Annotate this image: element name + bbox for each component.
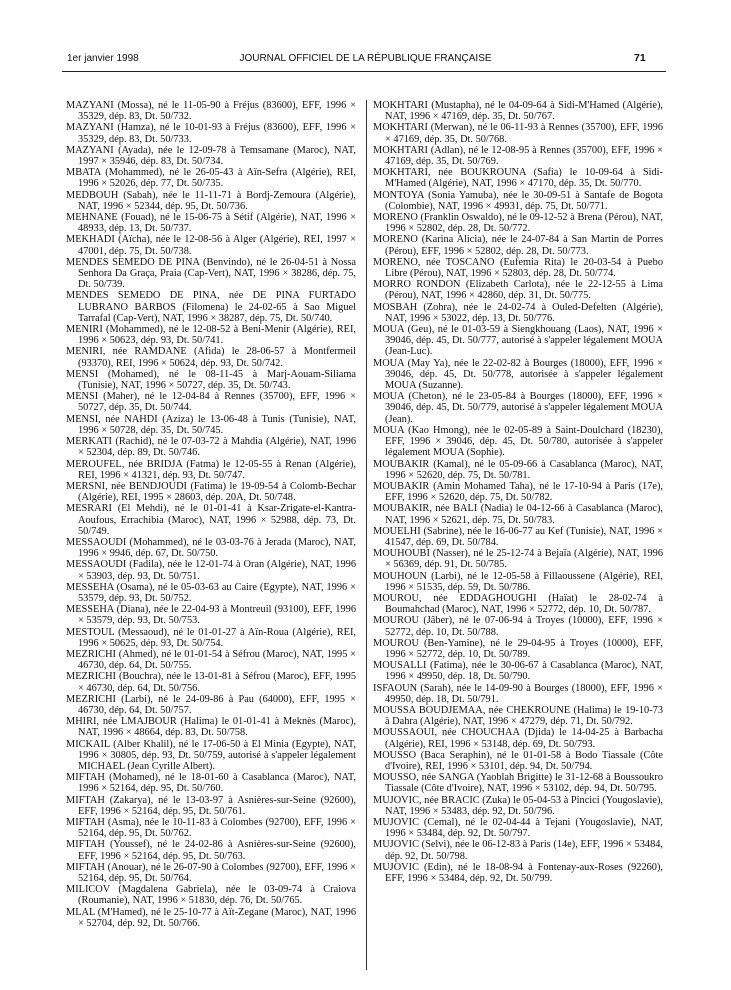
register-entry: MIFTAH (Asma), née le 10-11-83 à Colombes (92700), EFF, 1996 × 52164, dép. 95, Dt. 50/762. (66, 817, 356, 840)
register-entry: MIFTAH (Zakarya), né le 13-03-97 à Asnières-sur-Seine (92600), EFF, 1996 × 52164, dép. 95, Dt. 50/761. (66, 794, 356, 817)
register-entry: MONTOYA (Sonia Yamuba), née le 30-09-51 à Santafe de Bogota (Colombie), NAT, 1996 × 49931, dép. 75, Dt. 50/771. (373, 189, 663, 212)
register-entry: MIFTAH (Mohamed), né le 18-01-60 à Casablanca (Maroc), NAT, 1996 × 52164, dép. 95, Dt. 50/760. (66, 772, 356, 795)
register-entry: MOUELHI (Sabrine), née le 16-06-77 au Kef (Tunisie), NAT, 1996 × 41547, dép. 69, Dt. 50/784. (373, 525, 663, 548)
register-entry: MOUHOUBI (Nasser), né le 25-12-74 à Bejaïa (Algérie), NAT, 1996 × 56369, dép. 91, Dt. 50/785. (373, 548, 663, 571)
register-entry: MOKHTARI (Merwan), né le 06-11-93 à Rennes (35700), EFF, 1996 × 47169, dép. 35, Dt. 50/768. (373, 122, 663, 145)
register-entry: MUJOVIC (Selvi), née le 06-12-83 à Paris (14e), EFF, 1996 × 53484, dép. 92, Dt. 50/798. (373, 839, 663, 862)
register-entry: MESTOUL (Messaoud), né le 01-01-27 à Aïn-Roua (Algérie), REI, 1996 × 50625, dép. 93, Dt. 50/754. (66, 626, 356, 649)
register-entry: MOUBAKIR, née BALI (Nadia) le 04-12-66 à Casablanca (Maroc), NAT, 1996 × 52621, dép. 75, Dt. 50/783. (373, 503, 663, 526)
register-entry: MOUSALLI (Fatima), née le 30-06-67 à Casablanca (Maroc), NAT, 1996 × 49950, dép. 18, Dt. 50/790. (373, 660, 663, 683)
register-entry: MEKHADI (Aïcha), née le 12-08-56 à Alger (Algérie), REI, 1997 × 47001, dép. 75, Dt. 50/738. (66, 234, 356, 257)
register-entry: MOKHTARI, née BOUKROUNA (Safia) le 10-09-64 à Sidi-M'Hamed (Algérie), NAT, 1996 × 47170, dép. 35, Dt. 50/770. (373, 167, 663, 190)
register-entry: MORENO, née TOSCANO (Eufemia Rita) le 20-03-54 à Puebo Libre (Pérou), NAT, 1996 × 52803, dép. 28, Dt. 50/774. (373, 256, 663, 280)
register-entry: MOUSSA BOUDJEMAA, née CHEKROUNE (Halima) le 19-10-73 à Dahra (Algérie), NAT, 1996 × 47279, dép. 71, Dt. 50/792. (373, 704, 663, 728)
header-date: 1er janvier 1998 (67, 53, 139, 64)
register-entry: MICKAIL (Alber Khalil), né le 17-06-50 à El Minia (Egypte), NAT, 1996 × 30805, dép. 93, Dt. 50/759, autorisé à s'appeler légalement MICHAEL (Jean Cyrille Albert). (66, 738, 356, 772)
register-entry: MOKHTARI (Mustapha), né le 04-09-64 à Sidi-M'Hamed (Algérie), NAT, 1996 × 47169, dép. 35, Dt. 50/767. (373, 100, 663, 123)
register-entry: MOUHOUN (Larbi), né le 12-05-58 à Fillaoussene (Algérie), REI, 1996 × 51535, dép. 59, Dt. 50/786. (373, 570, 663, 593)
register-entry: MENDES SEMEDO DE PINA (Benvindo), né le 26-04-51 à Nossa Senhora Da Graça, Praia (Cap-Vert), NAT, 1996 × 38286, dép. 75, Dt. 50/739. (66, 256, 356, 291)
register-entry: MESRARI (El Mehdi), né le 01-01-41 à Ksar-Zrigate-el-Kantra-Aoufous, Errachibia (Maroc), NAT, 1996 × 52988, dép. 73, Dt. 50/749. (66, 503, 356, 537)
register-entry: MUJOVIC (Cemal), né le 02-04-44 à Tejani (Yougoslavie), NAT, 1996 × 53484, dép. 92, Dt. 50/797. (373, 817, 663, 840)
header-page-number: 71 (634, 52, 646, 64)
register-entry: MAZYANI (Hamza), né le 10-01-93 à Fréjus (83600), EFF, 1996 × 35329, dép. 83, Dt. 50/733. (66, 122, 356, 145)
register-entry: MEHNANE (Fouad), né le 15-06-75 à Sétif (Algérie), NAT, 1996 × 48933, dép. 13, Dt. 50/737. (66, 212, 356, 235)
register-entry: MENIRI, née RAMDANE (Afida) le 28-06-57 à Montfermeil (93370), REI, 1996 × 50624, dép. 93, Dt. 50/742. (66, 346, 356, 369)
register-entry: MORENO (Karina Alicia), née le 24-07-84 à San Martin de Porres (Pérou), EFF, 1996 × 52802, dép. 28, Dt. 50/773. (373, 234, 663, 257)
register-entry: MEZRICHI (Larbi), né le 24-09-86 à Pau (64000), EFF, 1995 × 46730, dép. 64, Dt. 50/757. (66, 693, 356, 716)
register-entry: MOUBAKIR (Kamal), né le 05-09-66 à Casablanca (Maroc), NAT, 1996 × 52620, dép. 75, Dt. 50/781. (373, 458, 663, 481)
register-entry: MOUROU (Jâber), né le 07-06-94 à Troyes (10000), EFF, 1996 × 52772, dép. 10, Dt. 50/788. (373, 615, 663, 638)
register-entry: MUJOVIC (Edin), né le 18-08-94 à Fontenay-aux-Roses (92260), EFF, 1996 × 53484, dép. 92, Dt. 50/799. (373, 861, 663, 885)
register-entry: MUJOVIC, née BRACIC (Zuka) le 05-04-53 à Pincici (Yougoslavie), NAT, 1996 × 53483, dép. 92, Dt. 50/796. (373, 794, 663, 817)
register-entry: MLAL (M'Hamed), né le 25-10-77 à Aït-Zegane (Maroc), NAT, 1996 × 52704, dép. 92, Dt. 50/766. (66, 906, 356, 929)
register-entry: MOUROU, née EDDAGHOUGHI (Haïat) le 28-02-74 à Boumahchad (Maroc), NAT, 1996 × 52772, dép. 10, Dt. 50/787. (373, 592, 663, 616)
page-header (0, 0, 731, 80)
register-entry: MAZYANI (Ayada), née le 12-09-78 à Temsamane (Maroc), NAT, 1997 × 35946, dép. 83, Dt. 50/734. (66, 144, 356, 168)
register-entry: MAZYANI (Mossa), né le 11-05-90 à Fréjus (83600), EFF, 1996 × 35329, dép. 83, Dt. 50/732. (66, 100, 356, 123)
register-entry: MERKATI (Rachid), né le 07-03-72 à Mahdia (Algérie), NAT, 1996 × 52304, dép. 89, Dt. 50/746. (66, 436, 356, 459)
register-entry: MIFTAH (Youssef), né le 24-02-86 à Asnières-sur-Seine (92600), EFF, 1996 × 52164, dép. 95, Dt. 50/763. (66, 839, 356, 862)
column-divider (366, 100, 367, 970)
register-entry: MENDES SEMEDO DE PINA, née DE PINA FURTADO LUBRANO BARBOS (Filomena) le 24-02-65 à Sao Miguel Tarrafal (Cap-Vert), NAT, 1996 × 38287, dép. 75, Dt. 50/740. (66, 290, 356, 324)
register-entry: MERSNI, née BENDJOUDI (Fatima) le 19-09-54 à Colomb-Bechar (Algérie), REI, 1995 × 28603, dép. 20A, Dt. 50/748. (66, 480, 356, 504)
register-entry: MOUSSO, née SANGA (Yaoblah Brigitte) le 31-12-68 à Boussoukro Tiassale (Côte d'Ivoire), NAT, 1996 × 53102, dép. 94, Dt. 50/795. (373, 772, 663, 795)
register-entry: MOUBAKIR (Amin Mohamed Taha), né le 17-10-94 à Paris (17e), EFF, 1996 × 52620, dép. 75, Dt. 50/782. (373, 480, 663, 504)
register-entry: MEZRICHI (Ahmed), né le 01-01-54 à Séfrou (Maroc), NAT, 1995 × 46730, dép. 64, Dt. 50/755. (66, 648, 356, 672)
register-entry: MEDBOUH (Sabah), née le 11-11-71 à Bordj-Zemoura (Algérie), NAT, 1996 × 52344, dép. 95, Dt. 50/736. (66, 189, 356, 212)
register-entry: MOUSSAOUI, née CHOUCHAA (Djida) le 14-04-25 à Barbacha (Algérie), REI, 1996 × 53148, dép. 69, Dt. 50/793. (373, 727, 663, 750)
register-entry: MILICOV (Magdalena Gabriela), née le 03-09-74 à Craiova (Roumanie), NAT, 1996 × 51830, dép. 76, Dt. 50/765. (66, 884, 356, 907)
register-entry: MOUA (Kao Hmong), née le 02-05-89 à Saint-Doulchard (18230), EFF, 1996 × 39046, dép. 45, Dt. 50/780, autorisée à s'appeler légalement MOUA (Sophie). (373, 424, 663, 459)
register-entry: MBATA (Mohammed), né le 26-05-43 à Aïn-Sefra (Algérie), REI, 1996 × 52026, dép. 77, Dt. 50/735. (66, 167, 356, 190)
register-entry: MHIRI, née LMAJBOUR (Halima) le 01-01-41 à Meknès (Maroc), NAT, 1996 × 48664, dép. 83, Dt. 50/758. (66, 716, 356, 739)
left-column (66, 100, 356, 929)
register-entry: MORRO RONDON (Elizabeth Carlota), née le 22-12-55 à Lima (Pérou), NAT, 1996 × 42860, dép. 31, Dt. 50/775. (373, 279, 663, 302)
register-entry: MOKHTARI (Adlan), né le 12-08-95 à Rennes (35700), EFF, 1996 × 47169, dép. 35, Dt. 50/769. (373, 144, 663, 168)
register-entry: MOUA (Cheton), né le 23-05-84 à Bourges (18000), EFF, 1996 × 39046, dép. 45, Dt. 50/779, autorisé à s'appeler légalement MOUA (Jean). (373, 391, 663, 425)
register-entry: ISFAOUN (Sarah), née le 14-09-90 à Bourges (18000), EFF, 1996 × 49950, dép. 18, Dt. 50/791. (373, 682, 663, 705)
register-entry: MEZRICHI (Bouchra), née le 13-01-81 à Séfrou (Maroc), EFF, 1995 × 46730, dép. 64, Dt. 50/756. (66, 671, 356, 694)
register-entry: MEROUFEL, née BRIDJA (Fatma) le 12-05-55 à Renan (Algérie), REI, 1996 × 41321, dép. 93, Dt. 50/747. (66, 458, 356, 481)
register-entry: MOUA (May Ya), née le 22-02-82 à Bourges (18000), EFF, 1996 × 39046, dép. 45, Dt. 50/778, autorisée à s'appeler légalement MOUA (Suzanne). (373, 357, 663, 392)
register-entry: MIFTAH (Anouar), né le 26-07-90 à Colombes (92700), EFF, 1996 × 52164, dép. 95, Dt. 50/764. (66, 861, 356, 885)
register-entry: MESSEHA (Osama), né le 05-03-63 au Caire (Egypte), NAT, 1996 × 53579, dép. 93, Dt. 50/752. (66, 581, 356, 604)
register-entry: MENSI (Mohamed), né le 08-11-45 à Marj-Aouam-Siliama (Tunisie), NAT, 1996 × 50727, dép. 35, Dt. 50/743. (66, 368, 356, 392)
register-entry: MORENO (Franklin Oswaldo), né le 09-12-52 à Brena (Pérou), NAT, 1996 × 52802, dép. 28, Dt. 50/772. (373, 212, 663, 235)
header-journal-title: JOURNAL OFFICIEL DE LA RÉPUBLIQUE FRANÇAISE (239, 53, 492, 64)
register-entry: MOUROU (Ben-Yamine), né le 29-04-95 à Troyes (10000), EFF, 1996 × 52772, dép. 10, Dt. 50/789. (373, 637, 663, 660)
register-entry: MOUA (Geu), né le 01-03-59 à Siengkhouang (Laos), NAT, 1996 × 39046, dép. 45, Dt. 50/777, autorisé à s'appeler légalement MOUA (Jean-Luc). (373, 324, 663, 358)
register-entry: MESSEHA (Diana), née le 22-04-93 à Montreuil (93100), EFF, 1996 × 53579, dép. 93, Dt. 50/753. (66, 604, 356, 627)
register-entry: MESSAOUDI (Mohammed), né le 03-03-76 à Jerada (Maroc), NAT, 1996 × 9946, dép. 67, Dt. 50/750. (66, 536, 356, 560)
register-entry: MOUSSO (Baca Seraphin), né le 01-01-58 à Bodo Tiassale (Côte d'Ivoire), REI, 1996 × 53101, dép. 94, Dt. 50/794. (373, 749, 663, 772)
register-entry: MOSBAH (Zohra), née le 24-02-74 à Ouled-Defelten (Algérie), NAT, 1996 × 53022, dép. 13, Dt. 50/776. (373, 301, 663, 324)
register-entry: MESSAOUDI (Fadila), née le 12-01-74 à Oran (Algérie), NAT, 1996 × 53903, dép. 93, Dt. 50/751. (66, 559, 356, 582)
register-entry: MENIRI (Mohammed), né le 12-08-52 à Beni-Menir (Algérie), REI, 1996 × 50623, dép. 93, Dt. 50/741. (66, 324, 356, 347)
right-column (373, 100, 663, 884)
register-entry: MENSI (Maher), né le 12-04-84 à Rennes (35700), EFF, 1996 × 50727, dép. 35, Dt. 50/744. (66, 391, 356, 414)
header-rule (62, 71, 666, 72)
register-entry: MENSI, née NAHDI (Aziza) le 13-06-48 à Tunis (Tunisie), NAT, 1996 × 50728, dép. 35, Dt. 50/745. (66, 413, 356, 436)
